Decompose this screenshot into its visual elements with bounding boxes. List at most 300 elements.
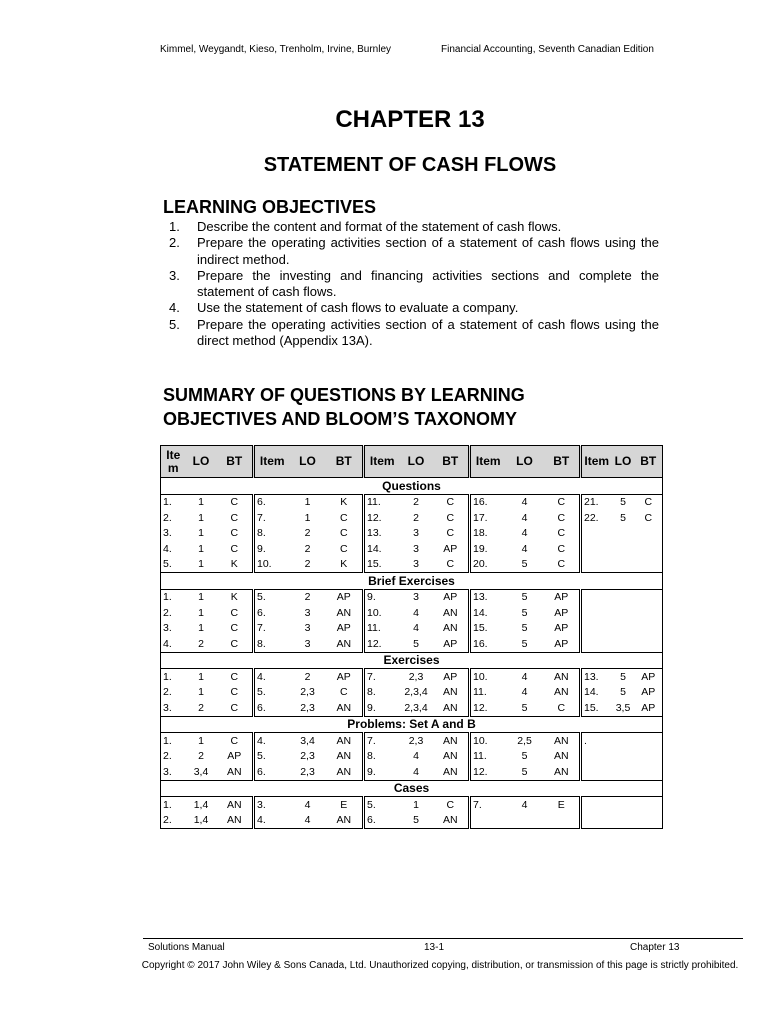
table-cell: 3: [304, 622, 311, 635]
table-cell: [581, 589, 612, 605]
table-cell: 4: [521, 670, 528, 683]
table-cell: 11.: [473, 686, 487, 699]
table-cell: 4: [413, 765, 419, 778]
table-cell: 1,4: [186, 813, 217, 829]
table-cell: AN: [433, 813, 470, 829]
table-cell: 10.: [257, 558, 272, 571]
table-cell: 6.: [257, 765, 266, 778]
table-cell: 1.: [161, 494, 186, 510]
table-cell: [612, 813, 635, 829]
table-row: [161, 813, 663, 829]
table-cell: C: [217, 605, 254, 621]
table-cell: [581, 813, 612, 829]
table-cell: 10.: [473, 670, 488, 683]
table-cell: [612, 797, 635, 813]
table-cell: E: [544, 797, 581, 813]
table-cell: AN: [433, 749, 470, 765]
table-cell: 5: [620, 670, 626, 683]
table-cell: AN: [326, 749, 364, 765]
table-cell: 2.: [161, 605, 186, 621]
table-row: [161, 589, 663, 605]
table-cell: [581, 526, 612, 542]
table-cell: 1: [198, 496, 204, 509]
section-header-row: [161, 573, 663, 590]
table-cell: 3: [304, 606, 311, 619]
table-cell: 21.: [584, 496, 599, 509]
table-cell: [581, 636, 612, 652]
learning-objective-item: [169, 219, 659, 235]
table-cell: 1: [198, 622, 204, 635]
table-cell: 12.: [367, 637, 382, 650]
table-cell: 8.: [367, 686, 376, 699]
table-cell: AP: [544, 605, 581, 621]
table-cell: 5.: [257, 591, 266, 604]
table-cell: 1: [413, 798, 419, 811]
table-cell: 4: [521, 511, 528, 524]
table-cell: 3: [413, 591, 419, 604]
section-header-row: [161, 780, 663, 797]
column-header: BT: [326, 446, 364, 478]
table-cell: E: [326, 797, 364, 813]
learning-objectives-list: [169, 219, 659, 349]
table-cell: 9.: [367, 701, 376, 714]
header-authors: Kimmel, Weygandt, Kieso, Trenholm, Irvine, Burnley: [160, 44, 392, 55]
table-cell: 1: [198, 591, 204, 604]
table-cell: 12.: [367, 511, 382, 524]
column-header: Item: [364, 446, 400, 478]
table-cell: 3: [304, 637, 311, 650]
table-cell: 4.: [254, 813, 290, 829]
table-cell: 4: [290, 813, 326, 829]
table-cell: 1,4: [193, 798, 209, 811]
table-cell: AN: [217, 813, 254, 829]
table-cell: 17.: [473, 511, 488, 524]
table-cell: AN: [326, 813, 364, 829]
table-cell: 2,3: [300, 701, 315, 714]
summary-heading: [163, 383, 525, 431]
table-cell: [470, 813, 506, 829]
table-cell: C: [326, 541, 364, 557]
table-cell: [612, 636, 635, 652]
table-cell: 7.: [367, 734, 376, 747]
table-cell: C: [217, 621, 254, 637]
section-title: Cases: [161, 780, 663, 797]
table-cell: AN: [433, 605, 470, 621]
column-header: BT: [635, 446, 663, 478]
learning-objective-number: 4.: [169, 300, 180, 316]
table-cell: AN: [544, 764, 581, 780]
table-cell: C: [433, 494, 470, 510]
table-cell: 22.: [584, 511, 599, 524]
table-cell: 5: [521, 558, 528, 571]
table-cell: C: [433, 797, 470, 813]
table-cell: [581, 749, 612, 765]
table-row: [161, 621, 663, 637]
table-cell: AP: [544, 589, 581, 605]
table-cell: 5: [521, 701, 528, 714]
table-cell: C: [217, 526, 254, 542]
table-cell: C: [217, 669, 254, 685]
table-cell: C: [544, 557, 581, 573]
table-cell: 12.: [473, 701, 488, 714]
table-cell: 4.: [161, 541, 186, 557]
table-cell: C: [433, 557, 470, 573]
table-cell: C: [217, 700, 254, 716]
table-cell: C: [544, 526, 581, 542]
table-cell: [635, 589, 663, 605]
table-cell: AN: [217, 764, 254, 780]
table-cell: AN: [433, 764, 470, 780]
table-cell: C: [544, 494, 581, 510]
table-cell: AN: [544, 749, 581, 765]
table-row: [161, 526, 663, 542]
table-cell: 15.: [584, 701, 599, 714]
table-cell: 14.: [584, 686, 599, 699]
column-header: Item: [470, 446, 506, 478]
table-cell: C: [544, 541, 581, 557]
table-cell: AP: [433, 636, 470, 652]
table-cell: 14.: [367, 542, 382, 555]
table-cell: AN: [433, 621, 470, 637]
section-header-row: [161, 652, 663, 669]
table-cell: [612, 621, 635, 637]
table-cell: 3.: [161, 621, 186, 637]
table-cell: [544, 813, 581, 829]
column-header: LO: [506, 446, 544, 478]
table-cell: 5.: [161, 557, 186, 573]
chapter-number: CHAPTER 13: [335, 106, 485, 133]
table-cell: [635, 813, 663, 829]
learning-objective-number: 3.: [169, 267, 180, 283]
table-cell: 13.: [473, 591, 488, 604]
table-cell: 10.: [367, 606, 382, 619]
table-cell: 2: [413, 496, 419, 509]
table-cell: [635, 636, 663, 652]
table-cell: [612, 764, 635, 780]
table-cell: 7.: [257, 511, 266, 524]
table-cell: AN: [544, 685, 581, 701]
table-cell: 5: [521, 637, 528, 650]
table-cell: 7.: [473, 798, 482, 811]
table-cell: [612, 749, 635, 765]
table-cell: 2.: [161, 813, 186, 829]
table-cell: 3.: [161, 764, 186, 780]
table-cell: AP: [433, 589, 470, 605]
table-cell: 4.: [257, 734, 266, 747]
table-row: [161, 685, 663, 701]
table-cell: 1: [198, 511, 204, 524]
section-header-row: [161, 716, 663, 733]
table-cell: AN: [326, 733, 364, 749]
table-cell: 10.: [473, 734, 488, 747]
table-cell: C: [217, 541, 254, 557]
table-row: [161, 557, 663, 573]
table-cell: C: [544, 510, 581, 526]
table-cell: [506, 813, 544, 829]
table-cell: 18.: [473, 527, 488, 540]
learning-objective-number: 2.: [169, 235, 180, 251]
table-cell: 2,5: [517, 734, 532, 747]
table-cell: 2.: [161, 510, 186, 526]
table-cell: 2: [198, 750, 204, 763]
table-cell: 3: [413, 558, 419, 571]
table-cell: C: [217, 636, 254, 652]
table-cell: 2.: [161, 749, 186, 765]
table-cell: 15.: [473, 622, 488, 635]
table-cell: C: [217, 685, 254, 701]
table-cell: 1: [198, 527, 204, 540]
table-cell: 6.: [364, 813, 400, 829]
table-cell: K: [217, 557, 254, 573]
table-cell: C: [217, 733, 254, 749]
table-cell: 20.: [473, 558, 488, 571]
summary-heading-line1: SUMMARY OF QUESTIONS BY LEARNING: [163, 385, 525, 405]
table-cell: C: [217, 494, 254, 510]
table-cell: 6.: [257, 701, 266, 714]
table-cell: AP: [217, 749, 254, 765]
table-cell: K: [326, 494, 364, 510]
table-cell: .: [584, 734, 587, 747]
table-cell: 5: [521, 750, 528, 763]
header-book-title: Financial Accounting, Seventh Canadian Edition: [441, 44, 654, 55]
table-cell: 11.: [473, 750, 487, 763]
table-cell: AN: [326, 636, 364, 652]
table-row: [161, 494, 663, 510]
table-cell: [635, 541, 663, 557]
table-cell: 2: [304, 558, 311, 571]
table-cell: 3,4: [300, 734, 315, 747]
table-cell: [581, 541, 612, 557]
table-cell: 8.: [257, 637, 266, 650]
learning-objective-text: Describe the content and format of the statement of cash flows.: [197, 219, 562, 234]
table-cell: 8.: [257, 527, 266, 540]
table-cell: 9.: [257, 542, 266, 555]
table-cell: AN: [544, 733, 581, 749]
table-row: [161, 749, 663, 765]
table-cell: 1.: [161, 797, 186, 813]
table-cell: C: [326, 526, 364, 542]
table-cell: 14.: [473, 606, 488, 619]
column-header: BT: [217, 446, 254, 478]
table-cell: AN: [217, 797, 254, 813]
table-cell: C: [326, 510, 364, 526]
table-cell: 2: [198, 701, 204, 714]
column-header: LO: [186, 446, 217, 478]
section-title: Brief Exercises: [161, 573, 663, 590]
table-cell: 5: [521, 622, 528, 635]
table-cell: [581, 621, 612, 637]
table-cell: 1: [198, 670, 204, 683]
table-cell: 12.: [473, 765, 488, 778]
table-cell: 4: [413, 606, 419, 619]
table-cell: K: [217, 589, 254, 605]
table-row: [161, 733, 663, 749]
table-cell: 2,3: [300, 686, 315, 699]
table-cell: C: [544, 700, 581, 716]
column-header: BT: [544, 446, 581, 478]
copyright-notice: Copyright © 2017 John Wiley & Sons Canada, Ltd. Unauthorized copying, distribution, or transmission of this page is strictly prohibited.: [141, 960, 739, 971]
table-cell: C: [326, 685, 364, 701]
table-cell: 3: [413, 542, 419, 555]
table-cell: 13.: [584, 670, 599, 683]
table-cell: 3.: [257, 798, 266, 811]
table-cell: 1.: [161, 733, 186, 749]
table-cell: C: [635, 510, 663, 526]
table-cell: 4: [521, 542, 528, 555]
table-cell: 4: [521, 496, 528, 509]
table-cell: AP: [326, 669, 364, 685]
table-cell: [635, 526, 663, 542]
table-cell: 1: [198, 734, 204, 747]
table-cell: AP: [544, 621, 581, 637]
section-title: Problems: Set A and B: [161, 716, 663, 733]
table-cell: 9.: [367, 765, 376, 778]
questions-taxonomy-table: [160, 445, 663, 829]
table-cell: C: [433, 510, 470, 526]
table-cell: 1: [304, 496, 311, 509]
table-cell: 2: [198, 637, 204, 650]
learning-objective-text: Prepare the operating activities section of a statement of cash flows using the direct method (Appendix 13A).: [197, 316, 659, 349]
table-cell: [612, 526, 635, 542]
table-cell: 15.: [367, 558, 382, 571]
table-cell: 2: [304, 542, 311, 555]
table-cell: K: [326, 557, 364, 573]
table-cell: 5.: [367, 798, 376, 811]
table-cell: AN: [433, 700, 470, 716]
table-cell: [581, 764, 612, 780]
table-cell: 2,3,4: [404, 686, 428, 699]
table-cell: 2,3: [300, 750, 315, 763]
table-row: [161, 700, 663, 716]
table-cell: 3: [413, 527, 419, 540]
table-row: [161, 541, 663, 557]
table-cell: 2.: [161, 685, 186, 701]
table-cell: C: [635, 494, 663, 510]
learning-objective-item: [169, 300, 659, 316]
column-header: Ite m: [161, 446, 186, 478]
section-title: Exercises: [161, 652, 663, 669]
table-cell: 1.: [161, 589, 186, 605]
summary-heading-line2: OBJECTIVES AND BLOOM’S TAXONOMY: [163, 409, 518, 429]
table-cell: [581, 797, 612, 813]
table-cell: AP: [433, 669, 470, 685]
table-cell: 1: [304, 511, 311, 524]
table-cell: 5.: [257, 750, 266, 763]
table-cell: 19.: [473, 542, 488, 555]
learning-objective-text: Prepare the investing and financing activities sections and complete the statement of cash flows.: [197, 267, 659, 300]
table-cell: AN: [326, 764, 364, 780]
footer-right: Chapter 13: [630, 942, 680, 953]
table-cell: 3.: [161, 700, 186, 716]
table-cell: [635, 749, 663, 765]
table-cell: 2,3: [300, 765, 315, 778]
table-cell: 4: [521, 798, 528, 811]
table-cell: [635, 733, 663, 749]
table-cell: 5: [521, 591, 528, 604]
table-cell: C: [217, 510, 254, 526]
table-cell: 2,3: [408, 734, 424, 747]
table-cell: 6.: [257, 606, 266, 619]
learning-objective-number: 5.: [169, 316, 180, 332]
table-row: [161, 797, 663, 813]
table-cell: [635, 557, 663, 573]
learning-objectives-heading: LEARNING OBJECTIVES: [163, 197, 377, 217]
table-cell: [635, 605, 663, 621]
table-cell: 4: [413, 622, 419, 635]
table-cell: 1: [198, 686, 204, 699]
table-cell: 5: [413, 637, 419, 650]
table-cell: AN: [544, 669, 581, 685]
table-cell: [635, 797, 663, 813]
table-cell: 2,3: [408, 670, 424, 683]
table-cell: 2: [304, 591, 311, 604]
table-cell: 5: [521, 606, 528, 619]
table-cell: 1: [198, 558, 204, 571]
footer-page-number: 13-1: [424, 942, 445, 953]
learning-objective-number: 1.: [169, 219, 180, 234]
table-cell: 13.: [367, 527, 382, 540]
learning-objective-item: [169, 235, 659, 268]
table-cell: 5: [620, 496, 626, 509]
table-cell: 2: [304, 670, 311, 683]
table-cell: 2,3,4: [404, 701, 428, 714]
table-cell: AP: [326, 621, 364, 637]
table-cell: 16.: [473, 496, 488, 509]
section-header-row: [161, 478, 663, 495]
table-row: [161, 669, 663, 685]
table-cell: 7.: [367, 670, 376, 683]
table-cell: AP: [433, 541, 470, 557]
table-cell: 5: [400, 813, 433, 829]
column-header: BT: [433, 446, 470, 478]
table-cell: 1: [198, 542, 204, 555]
table-cell: [581, 605, 612, 621]
table-cell: 5: [620, 511, 626, 524]
section-title: Questions: [161, 478, 663, 495]
footer-left: Solutions Manual: [148, 942, 225, 953]
table-cell: 4: [304, 798, 311, 811]
table-cell: 4: [521, 527, 528, 540]
table-cell: AN: [326, 605, 364, 621]
table-cell: 5: [620, 686, 626, 699]
table-cell: 9.: [367, 591, 376, 604]
table-cell: AN: [433, 733, 470, 749]
chapter-title: STATEMENT OF CASH FLOWS: [263, 154, 557, 176]
table-cell: 3.: [161, 526, 186, 542]
table-cell: [635, 621, 663, 637]
table-cell: 5: [521, 765, 528, 778]
column-header: Item: [254, 446, 290, 478]
table-cell: 4.: [161, 636, 186, 652]
learning-objective-item: [169, 317, 659, 350]
table-row: [161, 636, 663, 652]
table-cell: 1.: [161, 669, 186, 685]
table-row: [161, 605, 663, 621]
table-cell: 4: [521, 686, 528, 699]
table-cell: [612, 733, 635, 749]
table-cell: [612, 541, 635, 557]
table-cell: [612, 605, 635, 621]
table-cell: AN: [433, 685, 470, 701]
learning-objective-item: [169, 268, 659, 301]
table-cell: 6.: [257, 496, 266, 509]
table-cell: AP: [635, 669, 663, 685]
column-header: LO: [400, 446, 433, 478]
table-cell: AP: [326, 589, 364, 605]
table-cell: C: [433, 526, 470, 542]
table-cell: AP: [544, 636, 581, 652]
table-cell: 3,5: [615, 701, 631, 714]
